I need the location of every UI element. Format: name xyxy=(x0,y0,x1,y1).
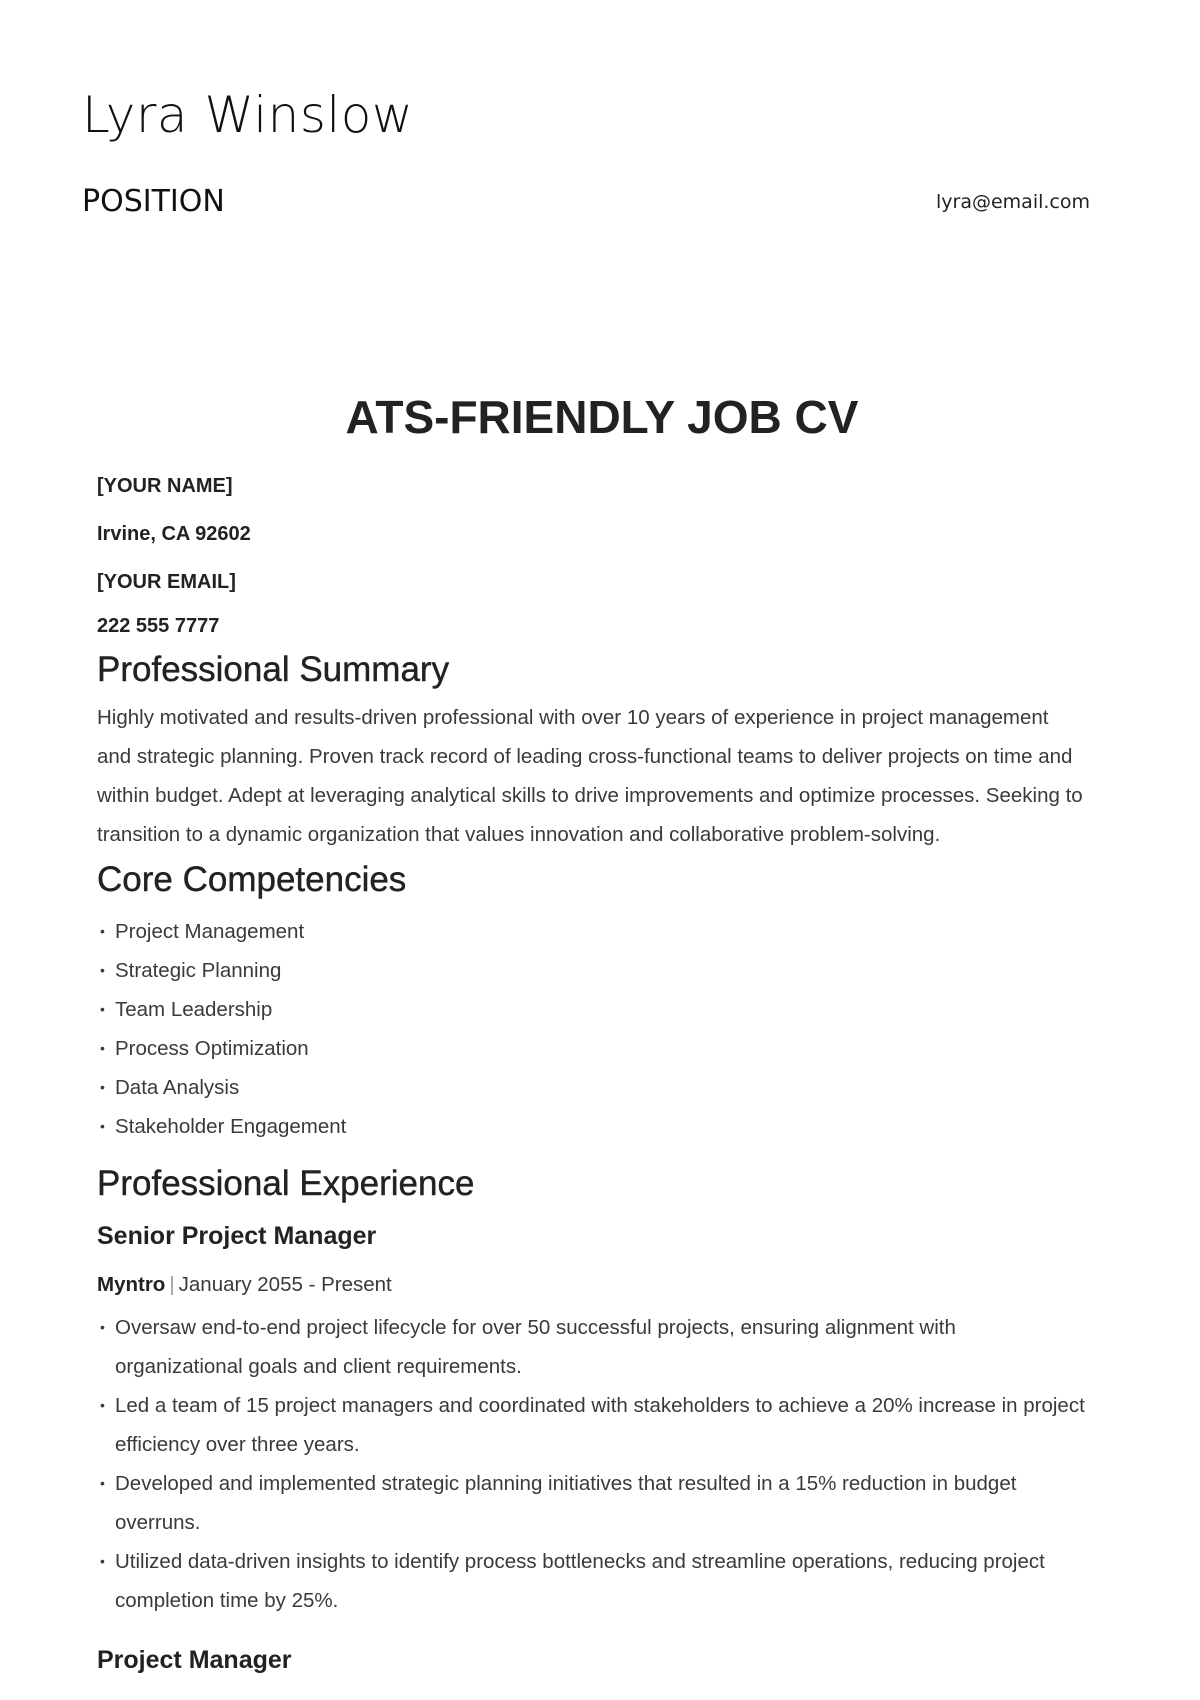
experience-heading: Professional Experience xyxy=(97,1164,475,1203)
resume-position: POSITION xyxy=(82,184,225,219)
job-meta xyxy=(97,1262,1087,1308)
contact-location: Irvine, CA 92602 xyxy=(97,523,251,545)
summary-heading: Professional Summary xyxy=(97,650,450,689)
job-dates: January 2055 - Present xyxy=(178,1273,392,1296)
contact-email: [YOUR EMAIL] xyxy=(97,571,236,593)
list-item: • Developed and implemented strategic planning initiatives that resulted in a 15% reduction in budget overruns. xyxy=(97,1464,1087,1542)
list-item: • Stakeholder Engagement xyxy=(97,1107,1087,1146)
list-item: • Project Management xyxy=(97,912,1087,951)
resume-name: Lyra Winslow xyxy=(82,86,414,144)
list-item: • Led a team of 15 project managers and coordinated with stakeholders to achieve a 20% increase in project efficiency over three years. xyxy=(97,1386,1087,1464)
list-item: • Strategic Planning xyxy=(97,951,1087,990)
separator: | xyxy=(169,1273,175,1296)
summary-text: Highly motivated and results-driven professional with over 10 years of experience in project management and strategic planning. Proven track record of leading cross-functional teams to deliver projects on time and within budget. Adept at leveraging analytical skills to drive improvements and optimize processes. Seeking to transition to a dynamic organization that values innovation and collaborative problem-solving. xyxy=(97,706,1083,846)
resume-email: lyra@email.com xyxy=(936,191,1090,213)
list-item: • Oversaw end-to-end project lifecycle for over 50 successful projects, ensuring alignment with organizational goals and client requirements. xyxy=(97,1308,1087,1386)
contact-name: [YOUR NAME] xyxy=(97,475,233,497)
job-bullets xyxy=(97,1308,1087,1620)
job-title: Senior Project Manager xyxy=(97,1222,377,1250)
job-company: Myntro xyxy=(97,1273,166,1296)
list-item: • Data Analysis xyxy=(97,1068,1087,1107)
job-title: Project Manager xyxy=(97,1646,292,1674)
cv-body xyxy=(97,390,1087,1686)
contact-phone: 222 555 7777 xyxy=(97,615,220,637)
list-item: • Team Leadership xyxy=(97,990,1087,1029)
competencies-heading: Core Competencies xyxy=(97,860,407,899)
list-item: • Utilized data-driven insights to identify process bottlenecks and streamline operations, reducing project completion time by 25%. xyxy=(97,1542,1087,1620)
list-item: • Process Optimization xyxy=(97,1029,1087,1068)
document-title: ATS-FRIENDLY JOB CV xyxy=(345,391,859,443)
competencies-list xyxy=(97,912,1087,1146)
